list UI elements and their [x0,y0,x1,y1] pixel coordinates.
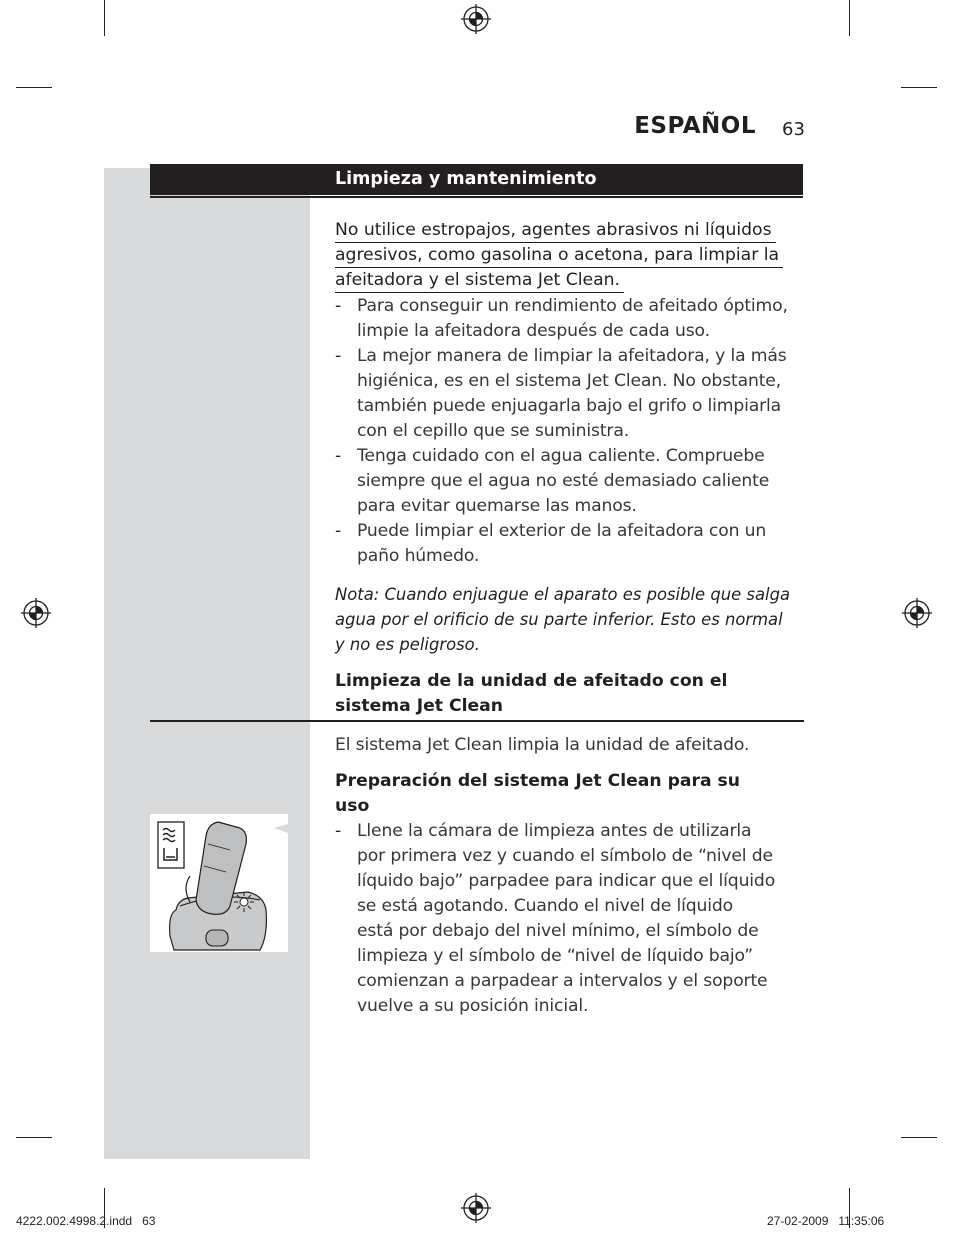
prep-bullet-line: por primera vez y cuando el símbolo de “nivel de [357,846,773,866]
prep-heading-line: uso [335,796,370,816]
registration-mark-icon [461,1193,491,1223]
registration-mark-icon [902,598,932,628]
prep-bullet-line: Llene la cámara de limpieza antes de utilizarla [357,821,752,841]
bullet-line: siempre que el agua no esté demasiado caliente [357,471,770,491]
warning-line: agresivos, como gasolina o acetona, para limpiar la [335,243,783,268]
warning-line: No utilice estropajos, agentes abrasivos ni líquidos [335,218,776,243]
prep-bullet-line: vuelve a su posición inicial. [357,996,589,1016]
bullet-dash: - [335,296,342,316]
note-line: Nota: Cuando enjuague el aparato es posible que salga [335,585,791,604]
section-title: Limpieza y mantenimiento [335,169,597,189]
subheading-line: Limpieza de la unidad de afeitado con el [335,671,728,691]
prep-heading-line: Preparación del sistema Jet Clean para su [335,771,741,791]
section-divider [150,196,803,198]
bullet-line: Puede limpiar el exterior de la afeitadora con un [357,521,767,541]
crop-mark [16,1137,52,1138]
warning-line: afeitadora y el sistema Jet Clean. [335,268,624,293]
crop-mark [16,87,52,88]
bullet-dash: - [335,346,342,366]
bullet-dash: - [335,446,342,466]
bullet-line: paño húmedo. [357,546,480,566]
registration-mark-icon [461,4,491,34]
bullet-line: La mejor manera de limpiar la afeitadora, y la más [357,346,787,366]
print-timestamp: 27-02-2009 11:35:06 [767,1214,885,1228]
bullet-line: limpie la afeitadora después de cada uso. [357,321,710,341]
subheading-divider [150,720,804,722]
prep-bullet-line: se está agotando. Cuando el nivel de líquido [357,896,734,916]
subheading-line: sistema Jet Clean [335,696,503,716]
note-line: y no es peligroso. [335,635,480,654]
margin-column [104,168,310,1159]
bullet-line: con el cepillo que se suministra. [357,421,630,441]
file-slug: 4222.002.4998.2.indd 63 [16,1214,156,1228]
bullet-dash: - [335,521,342,541]
prep-bullet-line: está por debajo del nivel mínimo, el símbolo de [357,921,759,941]
crop-mark [901,1137,937,1138]
language-heading: ESPAÑOL [634,113,756,139]
cleaning-symbol-icon [158,822,184,868]
bullet-line: Para conseguir un rendimiento de afeitado óptimo, [357,296,788,316]
section-title-bar [150,164,803,195]
crop-mark [849,0,850,36]
prep-bullet-line: líquido bajo” parpadee para indicar que el líquido [357,871,776,891]
shaver-in-jet-clean-illustration [150,814,288,952]
crop-mark [104,0,105,36]
note-line: agua por el orificio de su parte inferior. Esto es normal [335,610,783,629]
bullet-dash: - [335,821,342,841]
crop-mark [901,87,937,88]
registration-mark-icon [21,598,51,628]
bullet-line: higiénica, es en el sistema Jet Clean. No obstante, [357,371,782,391]
bullet-line: Tenga cuidado con el agua caliente. Compruebe [357,446,765,466]
bullet-line: para evitar quemarse las manos. [357,496,637,516]
intro-text: El sistema Jet Clean limpia la unidad de afeitado. [335,735,750,755]
prep-bullet-line: comienzan a parpadear a intervalos y el soporte [357,971,768,991]
page-number: 63 [782,119,805,140]
bullet-line: también puede enjuagarla bajo el grifo o limpiarla [357,396,782,416]
prep-bullet-line: limpieza y el símbolo de “nivel de líquido bajo” [357,946,754,966]
